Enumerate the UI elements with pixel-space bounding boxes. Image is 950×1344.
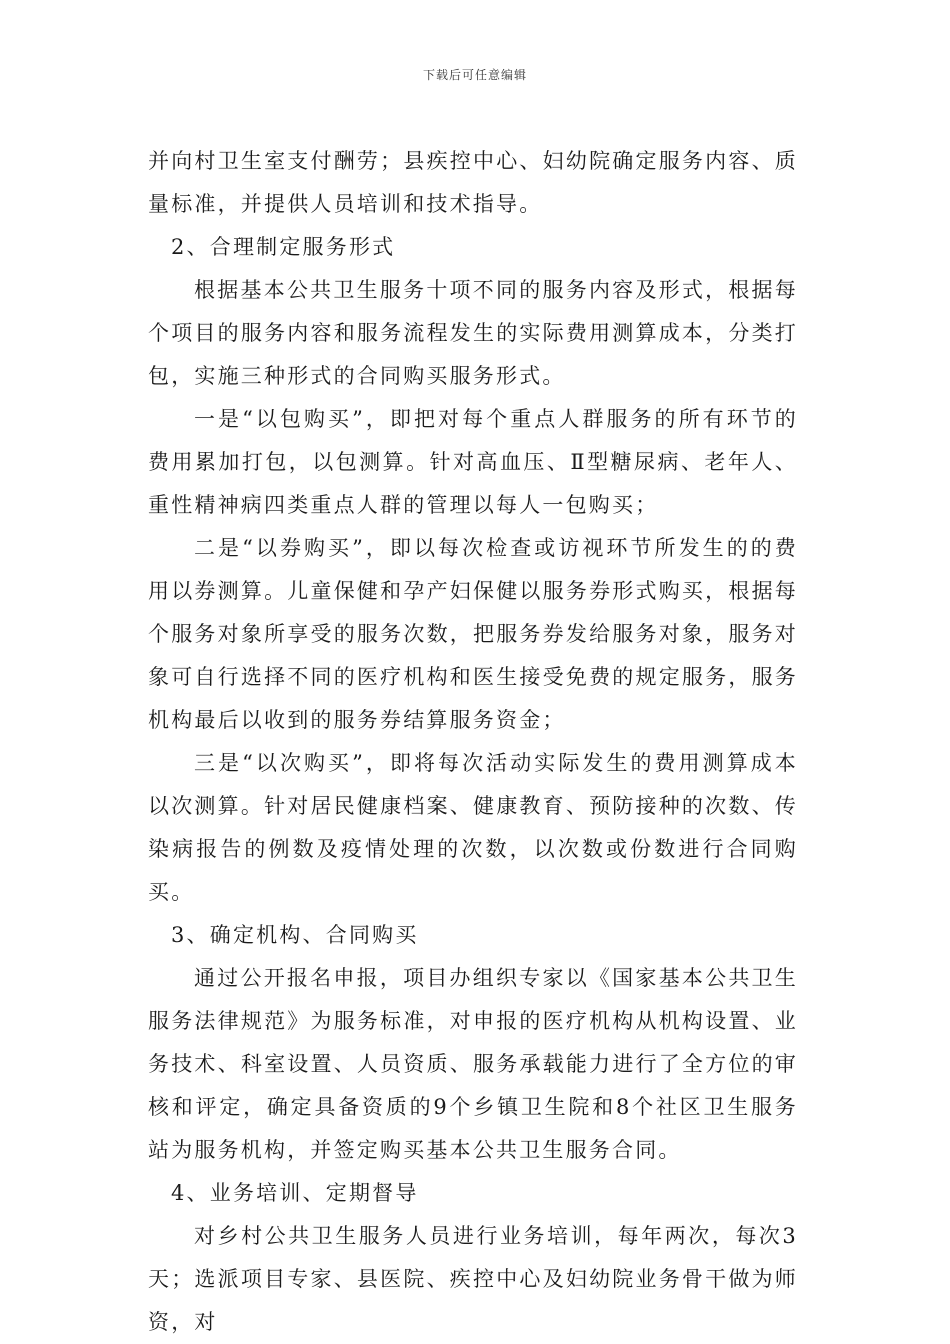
paragraph: 二是“以券购买”，即以每次检查或访视环节所发生的的费用以券测算。儿童保健和孕产妇保健以服务券形式购买，根据每个服务对象所享受的服务次数，把服务券发给服务对象，服务对象可自行选择不同的医疗机构和医生接受免费的规定服务，服务机构最后以收到的服务券结算服务资金； [148, 536, 798, 732]
section-heading: 4、业务培训、定期督导 [171, 1181, 419, 1205]
paragraph: 根据基本公共卫生服务十项不同的服务内容及形式，根据每个项目的服务内容和服务流程发生的实际费用测算成本，分类打包，实施三种形式的合同购买服务形式。 [148, 278, 798, 388]
section-heading: 2、合理制定服务形式 [171, 235, 396, 259]
paragraph: 通过公开报名申报，项目办组织专家以《国家基本公共卫生服务法律规范》为服务标准，对申报的医疗机构从机构设置、业务技术、科室设置、人员资质、服务承载能力进行了全方位的审核和评定，确定具备资质的9个乡镇卫生院和8个社区卫生服务站为服务机构，并签定购买基本公共卫生服务合同。 [148, 966, 798, 1162]
paragraph: 一是“以包购买”，即把对每个重点人群服务的所有环节的费用累加打包，以包测算。针对高血压、Ⅱ型糖尿病、老年人、重性精神病四类重点人群的管理以每人一包购买； [148, 407, 798, 517]
paragraph: 并向村卫生室支付酬劳；县疾控中心、妇幼院确定服务内容、质量标准，并提供人员培训和技术指导。 [148, 149, 798, 216]
page-header: 下载后可任意编辑 [422, 68, 527, 82]
paragraph: 对乡村公共卫生服务人员进行业务培训，每年两次，每次3天；选派项目专家、县医院、疾控中心及妇幼院业务骨干做为师资，对 [148, 1224, 798, 1334]
section-heading: 3、确定机构、合同购买 [171, 923, 419, 947]
document-body [148, 140, 798, 1344]
paragraph: 三是“以次购买”，即将每次活动实际发生的费用测算成本以次测算。针对居民健康档案、健康教育、预防接种的次数、传染病报告的例数及疫情处理的次数，以次数或份数进行合同购买。 [148, 751, 798, 904]
